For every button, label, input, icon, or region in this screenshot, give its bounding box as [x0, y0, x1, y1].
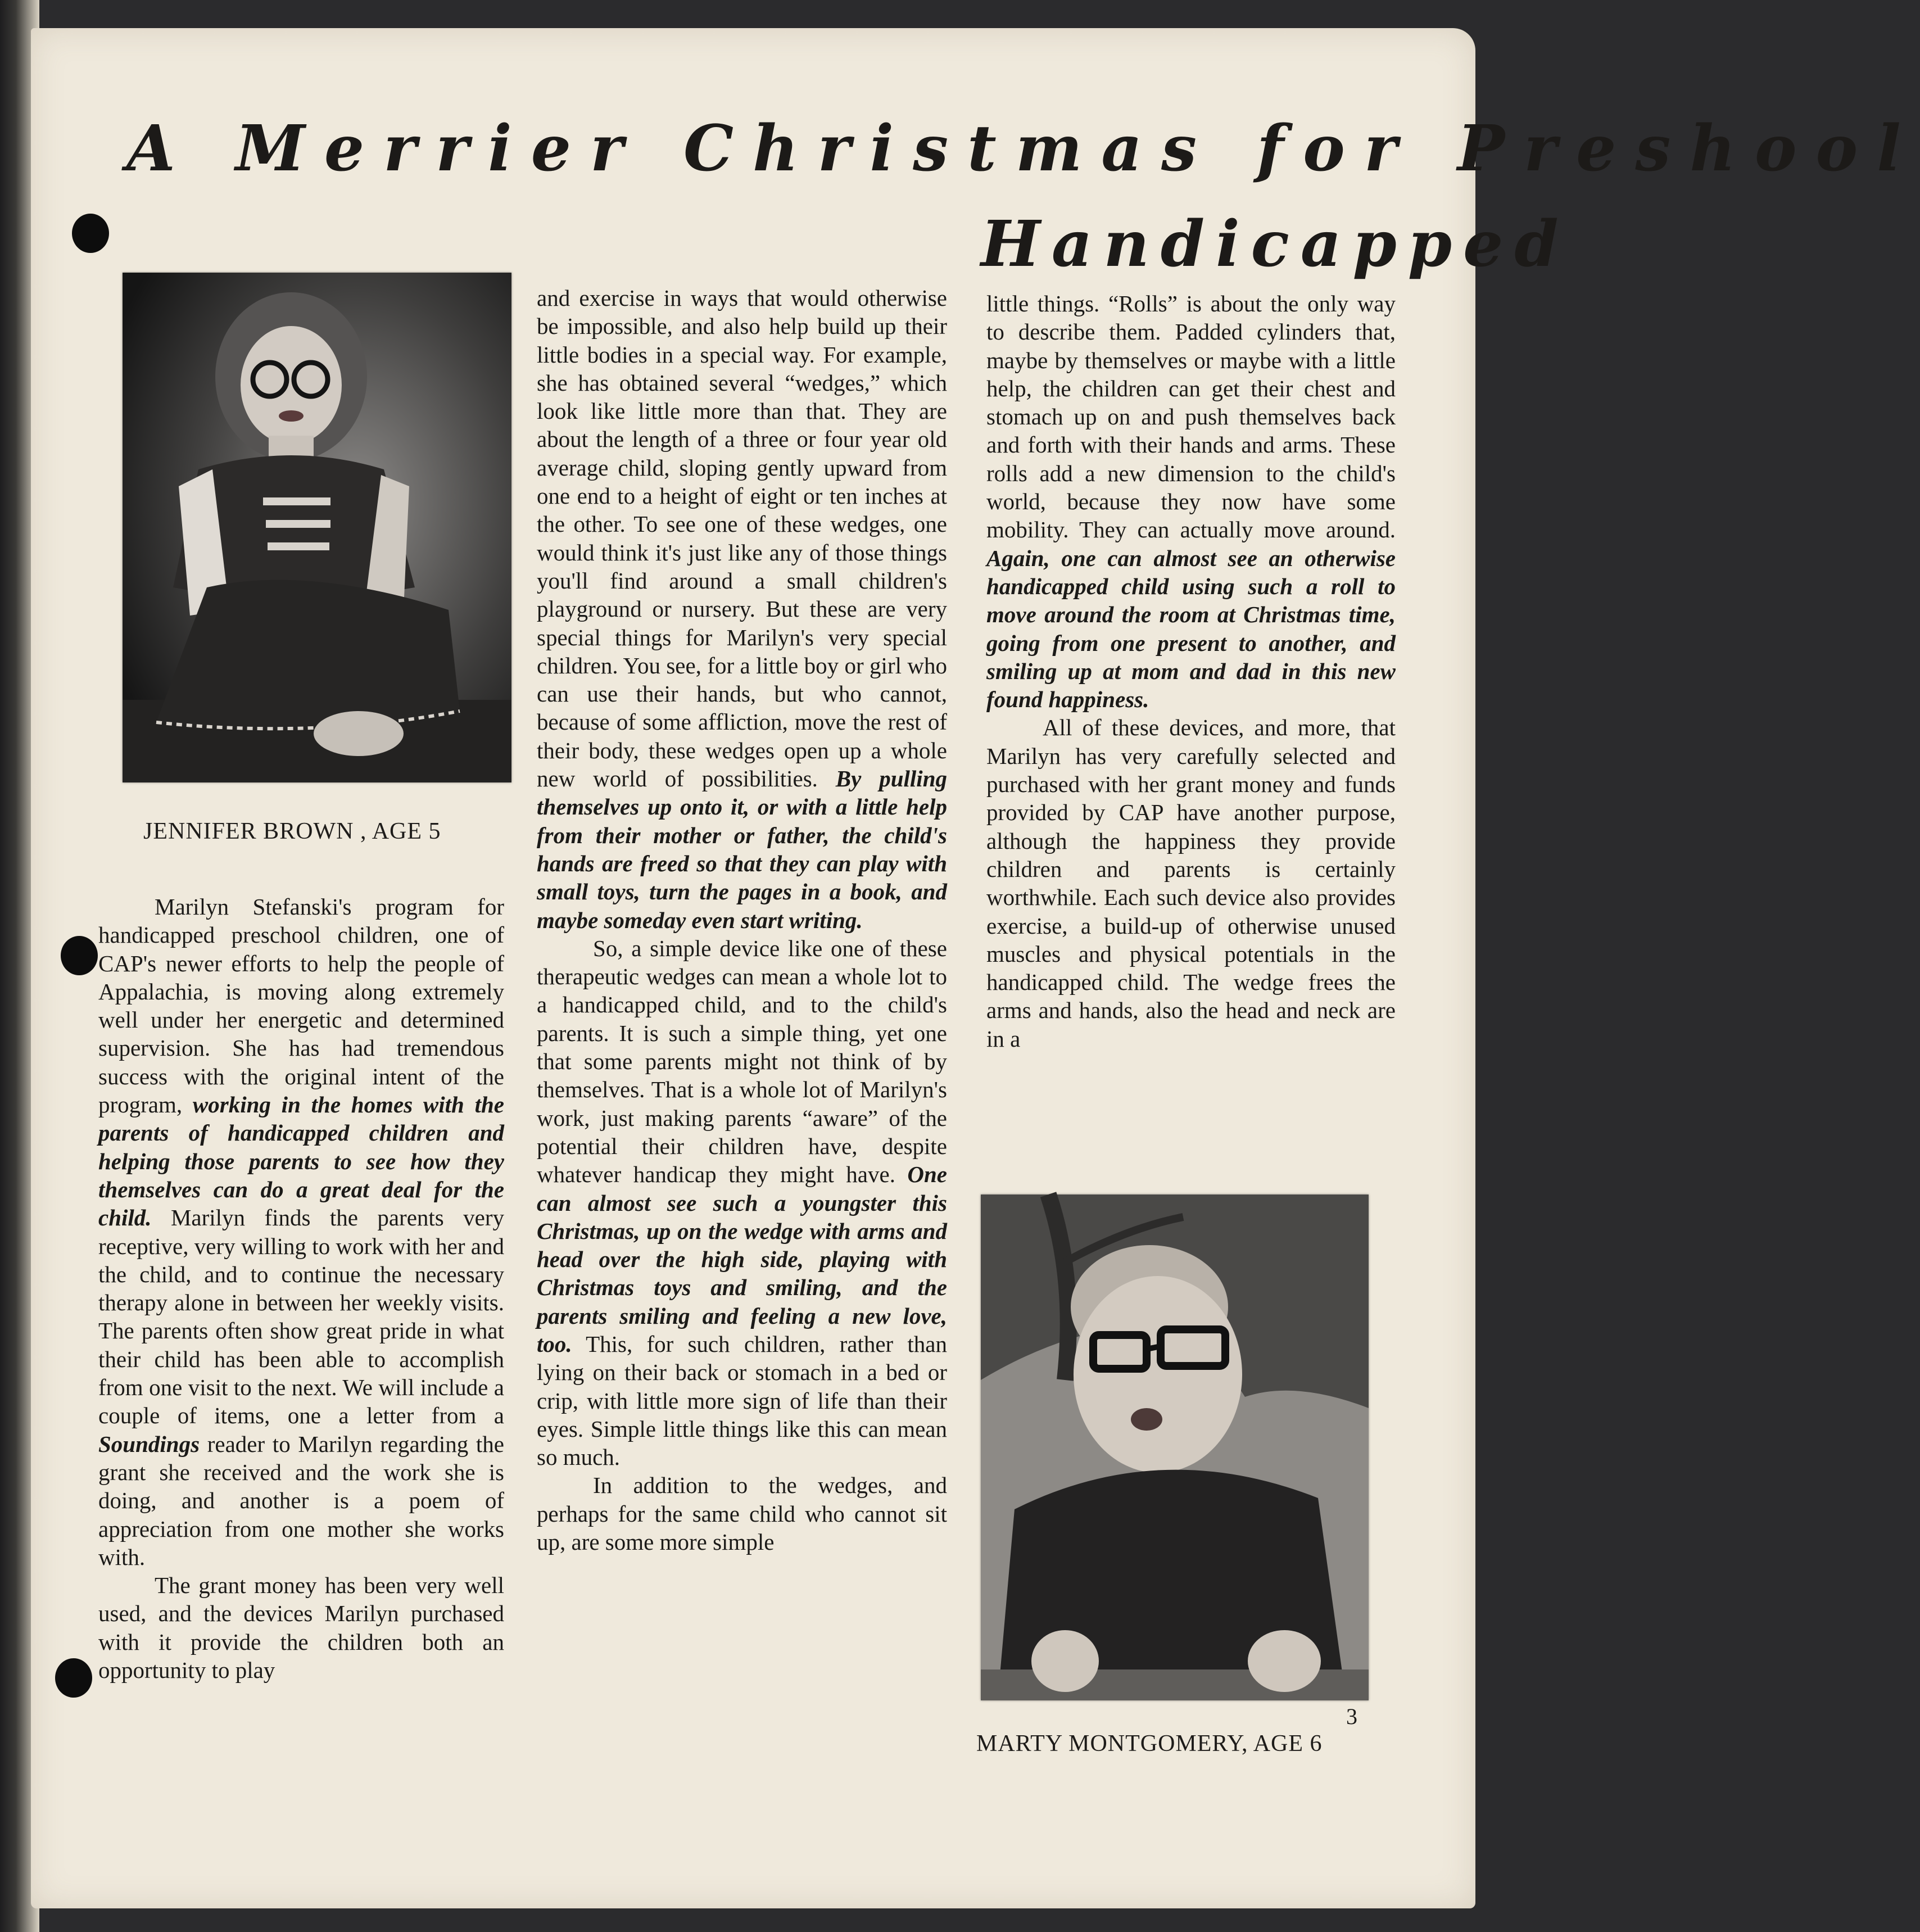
punch-hole [61, 936, 98, 975]
paragraph [98, 1571, 504, 1684]
paragraph [98, 893, 504, 1571]
punch-hole [55, 1658, 92, 1698]
body-text: reader to Marilyn regarding the grant she received and the work she is doing, and another is a poem of appreciation from one mother she works with. [98, 1431, 504, 1570]
body-text: little things. “Rolls” is about the only way to describe them. Padded cylinders that, maybe by themselves or maybe with a little help, the children can get their chest and stomach up on and push themselves back and forth with their hands and arms. These rolls add a new dimension to the child's world, because they now have some mobility. They can actually move around. [986, 291, 1396, 543]
page-number: 3 [1346, 1704, 1357, 1729]
article-title: A Merrier Christmas for Preshool [126, 112, 1920, 185]
paragraph [537, 1471, 947, 1556]
paragraph [986, 713, 1396, 1053]
article-column-2 [537, 284, 947, 1556]
emphasis-text: By pulling themselves up onto it, or with a little help from their mother or father, the child's hands are freed so that they can play with small toys, turn the pages in a book, and maybe someday even start writing. [537, 766, 947, 933]
body-text: In addition to the wedges, and perhaps for the same child who cannot sit up, are some more simple [537, 1472, 947, 1555]
body-text: Marilyn Stefanski's program for handicapped preschool children, one of CAP's newer efforts to help the people of Appalachia, is moving along extremely well under her energetic and determined supervision. She has had tremendous success with the original intent of the program, [98, 894, 504, 1118]
body-text: Marilyn finds the parents very receptive, very willing to work with her and the child, and to continue the necessary therapy alone in between her weekly visits. The parents often show great pride in what their child has been able to accomplish from one visit to the next. We will include a couple of items, one a letter from a [98, 1205, 504, 1429]
publication-name: Soundings [98, 1431, 200, 1457]
body-text: The grant money has been very well used, and the devices Marilyn purchased with it provide the children both an opportunity to play [98, 1572, 504, 1684]
photo-caption-left: JENNIFER BROWN , AGE 5 [143, 818, 441, 844]
emphasis-text: One can almost see such a youngster this Christmas, up on the wedge with arms and head over the high side, playing with Christmas toys and smiling, and the parents smiling and feeling a new love, too. [537, 1161, 947, 1357]
body-text: and exercise in ways that would otherwise be impossible, and also help build up their little bodies in a special way. For example, she has obtained several “wedges,” which look like little more than that. They are about the length of a three or four year old average child, sloping gently upward from one end to a height of eight or ten inches at the other. To see one of these wedges, one would think it's just like any of those things you'll find around a small children's playground or nursery. But these are very special things for Marilyn's very special children. You see, for a little boy or girl who can use their hands, but who cannot, because of some affliction, move the rest of their body, these wedges open up a whole new world of possibilities. [537, 285, 947, 792]
paragraph [986, 289, 1396, 713]
body-text: This, for such children, rather than lying on their back or stomach in a bed or crip, with little more sign of life than their eyes. Simple little things like this can mean so much. [537, 1331, 947, 1471]
article-column-1 [98, 893, 504, 1684]
boy-portrait-image [981, 1195, 1369, 1700]
body-text: So, a simple device like one of these therapeutic wedges can mean a whole lot to a handicapped child, and to the child's parents. It is such a simple thing, yet one that some parents might not think of by themselves. That is a whole lot of Marilyn's work, just making parents “aware” of the potential their children have, despite whatever handicap they might have. [537, 935, 947, 1188]
paragraph [537, 934, 947, 1472]
paragraph [537, 284, 947, 934]
photo-caption-right: MARTY MONTGOMERY, AGE 6 [976, 1731, 1323, 1757]
punch-hole [72, 214, 109, 253]
article-title-line2: Handicapped [981, 207, 1570, 281]
body-text: All of these devices, and more, that Marilyn has very carefully selected and purchased with her grant money and funds provided by CAP have another purpose, although the happiness they provide children and parents is certainly worthwhile. Each such device also provides exercise, a build-up of otherwise unused muscles and physical potentials in the handicapped child. The wedge frees the arms and hands, also the head and neck are in a [986, 714, 1396, 1052]
photo-marty-montgomery [981, 1195, 1369, 1700]
emphasis-text: Again, one can almost see an otherwise handicapped child using such a roll to move around the room at Christmas time, going from one present to another, and smiling up at mom and dad in this new found happiness. [986, 545, 1396, 713]
photo-jennifer-brown [123, 273, 511, 782]
girl-portrait-image [123, 273, 511, 782]
article-column-3 [986, 289, 1396, 1053]
emphasis-text: working in the homes with the parents of handicapped children and helping those parents to see how they themselves can do a great deal for the child. [98, 1092, 504, 1231]
